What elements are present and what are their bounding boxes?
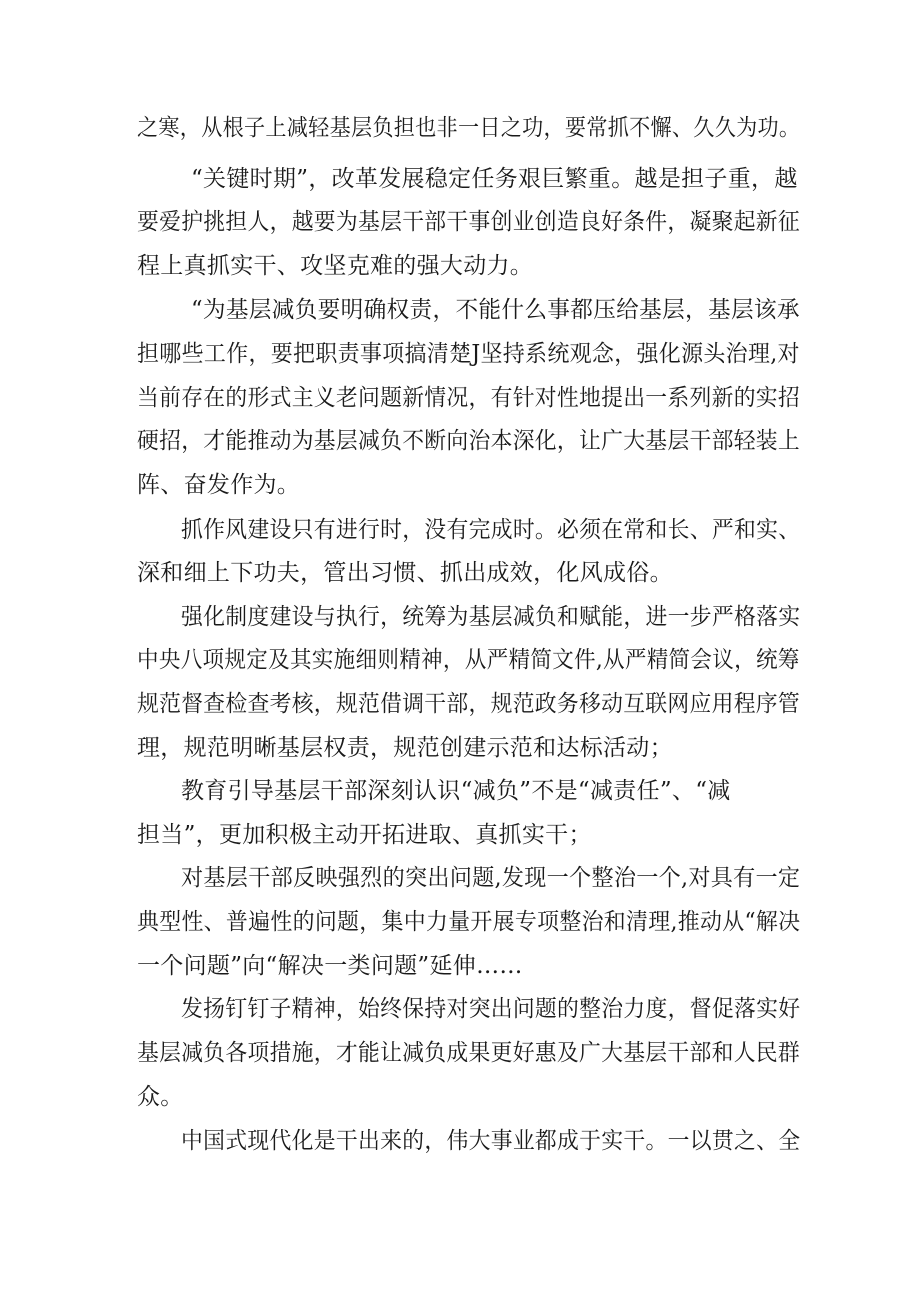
text-line: 担哪些工作，要把职责事项搞清楚J坚持系统观念，强化源头治理,对 — [137, 341, 800, 367]
text-line: 教育引导基层干部深刻认识“减负”不是“减责任”、“减 — [181, 778, 731, 804]
text-line: 规范督查检查考核，规范借调干部，规范政务移动互联网应用程序管 — [137, 691, 801, 717]
text-line: 发扬钉钉子精神，始终保持对突出问题的整治力度，督促落实好 — [181, 996, 801, 1022]
text-line: 抓作风建设只有进行时，没有完成时。必须在常和长、严和实、 — [181, 517, 801, 543]
text-line: 对基层干部反映强烈的突出问题,发现一个整治一个,对具有一定 — [181, 865, 801, 891]
text-line: 深和细上下功夫，管出习惯、抓出成效，化风成俗。 — [137, 560, 673, 586]
text-line: 众。 — [137, 1084, 184, 1110]
text-line: 理，规范明晰基层权责，规范创建示范和达标活动； — [137, 735, 673, 761]
text-line: 典型性、普遍性的问题，集中力量开展专项整治和清理,推动从“解决 — [137, 909, 801, 935]
text-line: 硬招，才能推动为基层减负不断向治本深化，让广大基层干部轻装上 — [137, 428, 801, 454]
text-line: 基层减负各项措施，才能让减负成果更好惠及广大基层干部和人民群 — [137, 1040, 801, 1066]
text-line: 一个问题”向“解决一类问题”延伸…… — [137, 953, 523, 979]
text-line: 担当”，更加积极主动开拓进取、真抓实干； — [137, 822, 592, 848]
text-line: 程上真抓实干、攻坚克难的强大动力。 — [137, 253, 534, 279]
text-line: 要爱护挑担人，越要为基层干部干事创业创造良好条件，凝聚起新征 — [137, 209, 801, 235]
text-line: “为基层减负要明确权责，不能什么事都压给基层，基层该承 — [191, 297, 800, 323]
text-line: 阵、奋发作为。 — [137, 472, 301, 498]
text-line: 当前存在的形式主义老问题新情况，有针对性地提出一系列新的实招 — [137, 385, 801, 411]
text-line: 之寒，从根子上减轻基层负担也非一日之功，要常抓不懈、久久为功。 — [137, 115, 801, 141]
text-line: “关键时期”，改革发展稳定任务艰巨繁重。越是担子重，越 — [191, 166, 798, 192]
text-line: 中央八项规定及其实施细则精神，从严精简文件,从严精简会议，统筹 — [137, 647, 800, 673]
text-line: 中国式现代化是干出来的，伟大事业都成于实干。一以贯之、全 — [181, 1128, 801, 1154]
text-line: 强化制度建设与执行，统筹为基层减负和赋能，进一步严格落实 — [181, 604, 801, 630]
